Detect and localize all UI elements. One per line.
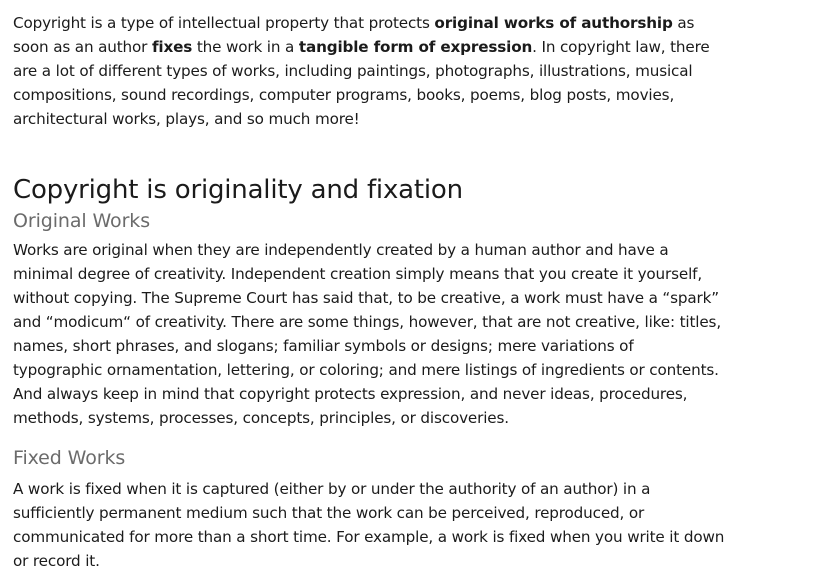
intro-text-4: . In copyright law, there are a lot of different types of works, including paintings, photographs, illustrations, musical compositions, sound recordings, computer programs, books, poems, blog posts, movies, architectural works, plays, and so much more! [13, 38, 710, 128]
intro-bold-original-works: original works of authorship [434, 14, 673, 32]
fixed-works-heading: Fixed Works [13, 447, 126, 469]
section-heading: Copyright is originality and fixation [13, 175, 463, 205]
intro-bold-tangible-form: tangible form of expression [298, 38, 533, 56]
fixed-works-paragraph: A work is fixed when it is captured (either by or under the authority of an author) in a sufficiently permanent medium such that the work can be perceived, reproduced, or communicated for more than a short time. For example, a work is fixed when you write it down or record it. [13, 480, 725, 570]
original-works-paragraph: Works are original when they are independently created by a human author and have a minimal degree of creativity. Independent creation simply means that you create it yourself, without copying. The Supreme Court has said that, to be creative, a work must have a “spark” and “modicum“ of creativity. There are some things, however, that are not creative, like: titles, names, short phrases, and slogans; familiar symbols or designs; mere variations of typographic ornamentation, lettering, or coloring; and mere listings of ingredients or contents. And always keep in mind that copyright protects expression, and never ideas, procedures, methods, systems, processes, concepts, principles, or discoveries. [13, 241, 722, 427]
intro-text-1: Copyright is a type of intellectual property that protects [13, 14, 435, 32]
intro-text-2: as soon as an author [13, 14, 695, 56]
intro-paragraph [13, 11, 725, 131]
intro-text-3: the work in a [192, 38, 299, 56]
original-works-heading: Original Works [13, 210, 150, 232]
intro-bold-fixes: fixes [151, 38, 193, 56]
